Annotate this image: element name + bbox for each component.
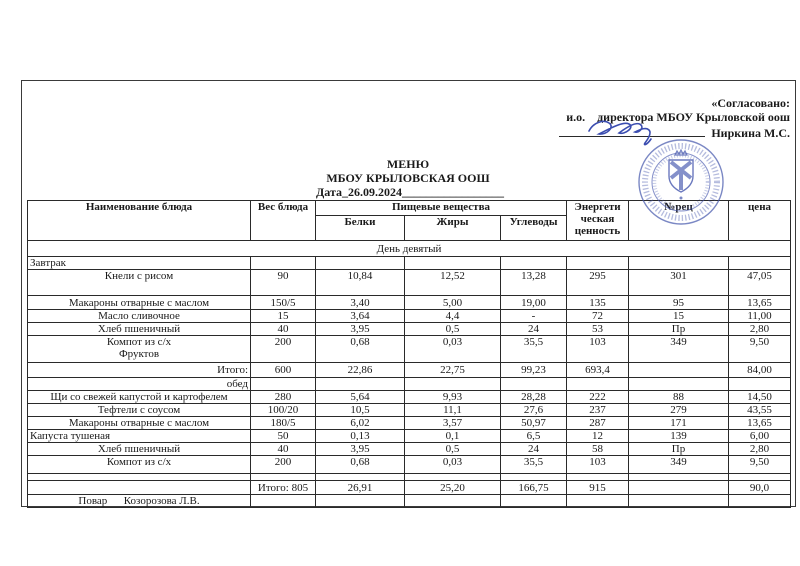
value-cell: 53 [567, 323, 629, 336]
dish-name-cell [28, 481, 251, 495]
value-cell: 9,50 [729, 336, 791, 363]
table-row [28, 481, 791, 495]
table-row [28, 363, 791, 378]
table-row [28, 391, 791, 404]
value-cell: 14,50 [729, 391, 791, 404]
menu-table [27, 200, 791, 508]
dish-name-cell: Хлеб пшеничный [28, 323, 251, 336]
value-cell: 22,86 [316, 363, 405, 378]
approval-line2: и.о. директора МБОУ Крыловской оош [566, 110, 790, 124]
value-cell: 237 [567, 404, 629, 417]
dish-name-cell: Капуста тушеная [28, 430, 251, 443]
value-cell: 88 [629, 391, 729, 404]
value-cell: 200 [251, 456, 316, 474]
value-cell: 6,00 [729, 430, 791, 443]
value-cell: 4,4 [405, 310, 501, 323]
value-cell: 11,1 [405, 404, 501, 417]
dish-name-cell: Хлеб пшеничный [28, 443, 251, 456]
value-cell: 99,23 [501, 363, 567, 378]
value-cell: 166,75 [501, 481, 567, 495]
value-cell: 11,00 [729, 310, 791, 323]
value-cell [501, 257, 567, 270]
value-cell: 0,03 [405, 336, 501, 363]
table-row [28, 336, 791, 363]
value-cell: 90 [251, 270, 316, 296]
dish-name-cell: Повар Козорозова Л.В. [28, 495, 251, 508]
value-cell [629, 495, 729, 508]
value-cell: 25,20 [405, 481, 501, 495]
value-cell [629, 474, 729, 481]
header-energy: Энергети ческая ценность [567, 201, 629, 241]
value-cell: 3,57 [405, 417, 501, 430]
value-cell [729, 378, 791, 391]
value-cell [405, 378, 501, 391]
signature-scribble [583, 115, 669, 149]
dish-name-cell: Щи со свежей капустой и картофелем [28, 391, 251, 404]
value-cell: 84,00 [729, 363, 791, 378]
value-cell: 135 [567, 296, 629, 310]
dish-name-cell: Итого: [28, 363, 251, 378]
value-cell: 95 [629, 296, 729, 310]
value-cell: 3,64 [316, 310, 405, 323]
value-cell: 2,80 [729, 443, 791, 456]
value-cell: 0,68 [316, 456, 405, 474]
value-cell: 72 [567, 310, 629, 323]
value-cell: 103 [567, 456, 629, 474]
dish-name-cell: Тефтели с соусом [28, 404, 251, 417]
value-cell: 40 [251, 443, 316, 456]
value-cell: 0,68 [316, 336, 405, 363]
table-row [28, 296, 791, 310]
header-fat: Жиры [405, 216, 501, 241]
value-cell: 3,95 [316, 323, 405, 336]
value-cell: 19,00 [501, 296, 567, 310]
value-cell: 3,40 [316, 296, 405, 310]
value-cell: 349 [629, 456, 729, 474]
header-carbs: Углеводы [501, 216, 567, 241]
value-cell: 0,1 [405, 430, 501, 443]
signer-name: Ниркина М.С. [711, 126, 790, 140]
table-row [28, 241, 791, 257]
dish-name-cell: Компот из с/х Фруктов [28, 336, 251, 363]
value-cell [629, 378, 729, 391]
header-price: цена [729, 201, 791, 241]
value-cell: 6,5 [501, 430, 567, 443]
value-cell [251, 257, 316, 270]
value-cell: 15 [251, 310, 316, 323]
value-cell: 287 [567, 417, 629, 430]
value-cell: 13,28 [501, 270, 567, 296]
value-cell: 3,95 [316, 443, 405, 456]
value-cell: 22,75 [405, 363, 501, 378]
table-row [28, 456, 791, 474]
value-cell: 24 [501, 323, 567, 336]
day-section-label: День девятый [28, 241, 791, 257]
value-cell: 24 [501, 443, 567, 456]
table-row [28, 417, 791, 430]
value-cell [316, 474, 405, 481]
value-cell: 0,5 [405, 323, 501, 336]
table-row [28, 495, 791, 508]
value-cell [729, 495, 791, 508]
value-cell: 301 [629, 270, 729, 296]
value-cell [567, 495, 629, 508]
table-row [28, 474, 791, 481]
value-cell [316, 257, 405, 270]
approval-line1: «Согласовано: [711, 96, 790, 110]
value-cell: 9,50 [729, 456, 791, 474]
value-cell [501, 474, 567, 481]
value-cell: 693,4 [567, 363, 629, 378]
value-cell: 10,84 [316, 270, 405, 296]
value-cell: 15 [629, 310, 729, 323]
value-cell [251, 495, 316, 508]
value-cell: 5,64 [316, 391, 405, 404]
value-cell [629, 363, 729, 378]
value-cell [729, 474, 791, 481]
header-recipe-number: №рец [629, 201, 729, 241]
value-cell: - [501, 310, 567, 323]
value-cell: Итого: 805 [251, 481, 316, 495]
header-protein: Белки [316, 216, 405, 241]
value-cell: 6,02 [316, 417, 405, 430]
table-row [28, 310, 791, 323]
value-cell: 280 [251, 391, 316, 404]
doc-title: МЕНЮ [386, 157, 430, 171]
value-cell: 222 [567, 391, 629, 404]
value-cell: 600 [251, 363, 316, 378]
value-cell: 47,05 [729, 270, 791, 296]
dish-name-cell: Завтрак [28, 257, 251, 270]
value-cell: 13,65 [729, 417, 791, 430]
value-cell [405, 257, 501, 270]
table-row [28, 257, 791, 270]
value-cell: 90,0 [729, 481, 791, 495]
value-cell: Пр [629, 443, 729, 456]
value-cell [567, 378, 629, 391]
value-cell: 10,5 [316, 404, 405, 417]
value-cell [405, 474, 501, 481]
value-cell [629, 481, 729, 495]
table-row [28, 270, 791, 296]
value-cell: 139 [629, 430, 729, 443]
header-weight: Вес блюда [251, 201, 316, 241]
value-cell: 103 [567, 336, 629, 363]
value-cell: 12 [567, 430, 629, 443]
value-cell [567, 474, 629, 481]
dish-name-cell [28, 474, 251, 481]
value-cell: 40 [251, 323, 316, 336]
table-row [28, 404, 791, 417]
dish-name-cell: Макароны отварные с маслом [28, 296, 251, 310]
value-cell [501, 378, 567, 391]
value-cell [316, 378, 405, 391]
value-cell: 50 [251, 430, 316, 443]
dish-name-cell: Макароны отварные с маслом [28, 417, 251, 430]
value-cell: 180/5 [251, 417, 316, 430]
value-cell: 28,28 [501, 391, 567, 404]
value-cell: 13,65 [729, 296, 791, 310]
value-cell: 0,5 [405, 443, 501, 456]
value-cell: 58 [567, 443, 629, 456]
value-cell: 279 [629, 404, 729, 417]
value-cell: 295 [567, 270, 629, 296]
dish-name-cell: Компот из с/х [28, 456, 251, 474]
dish-name-cell: обед [28, 378, 251, 391]
value-cell: 100/20 [251, 404, 316, 417]
value-cell: 349 [629, 336, 729, 363]
dish-name-cell: Масло сливочное [28, 310, 251, 323]
value-cell: 915 [567, 481, 629, 495]
value-cell: 5,00 [405, 296, 501, 310]
value-cell: 26,91 [316, 481, 405, 495]
school-name: МБОУ КРЫЛОВСКАЯ ООШ [326, 171, 490, 185]
table-row [28, 378, 791, 391]
value-cell: 27,6 [501, 404, 567, 417]
value-cell: 150/5 [251, 296, 316, 310]
table-row [28, 443, 791, 456]
official-stamp-icon [637, 138, 725, 226]
value-cell [405, 495, 501, 508]
value-cell [501, 495, 567, 508]
value-cell [729, 257, 791, 270]
title-block [280, 157, 536, 199]
value-cell: 50,97 [501, 417, 567, 430]
value-cell: 2,80 [729, 323, 791, 336]
value-cell [316, 495, 405, 508]
value-cell: 9,93 [405, 391, 501, 404]
table-row [28, 430, 791, 443]
table-row [28, 323, 791, 336]
value-cell [251, 474, 316, 481]
value-cell [567, 257, 629, 270]
value-cell: 43,55 [729, 404, 791, 417]
value-cell: 0,03 [405, 456, 501, 474]
value-cell: 171 [629, 417, 729, 430]
header-nutrients: Пищевые вещества [316, 201, 567, 216]
value-cell: 35,5 [501, 456, 567, 474]
value-cell: 200 [251, 336, 316, 363]
value-cell: 12,52 [405, 270, 501, 296]
value-cell: Пр [629, 323, 729, 336]
value-cell: 35,5 [501, 336, 567, 363]
header-dish-name: Наименование блюда [28, 201, 251, 241]
menu-table-body [28, 241, 791, 508]
value-cell [251, 378, 316, 391]
date-line: Дата_26.09.2024_________________ [316, 185, 504, 199]
dish-name-cell: Кнели с рисом [28, 270, 251, 296]
value-cell: 0,13 [316, 430, 405, 443]
value-cell [629, 257, 729, 270]
